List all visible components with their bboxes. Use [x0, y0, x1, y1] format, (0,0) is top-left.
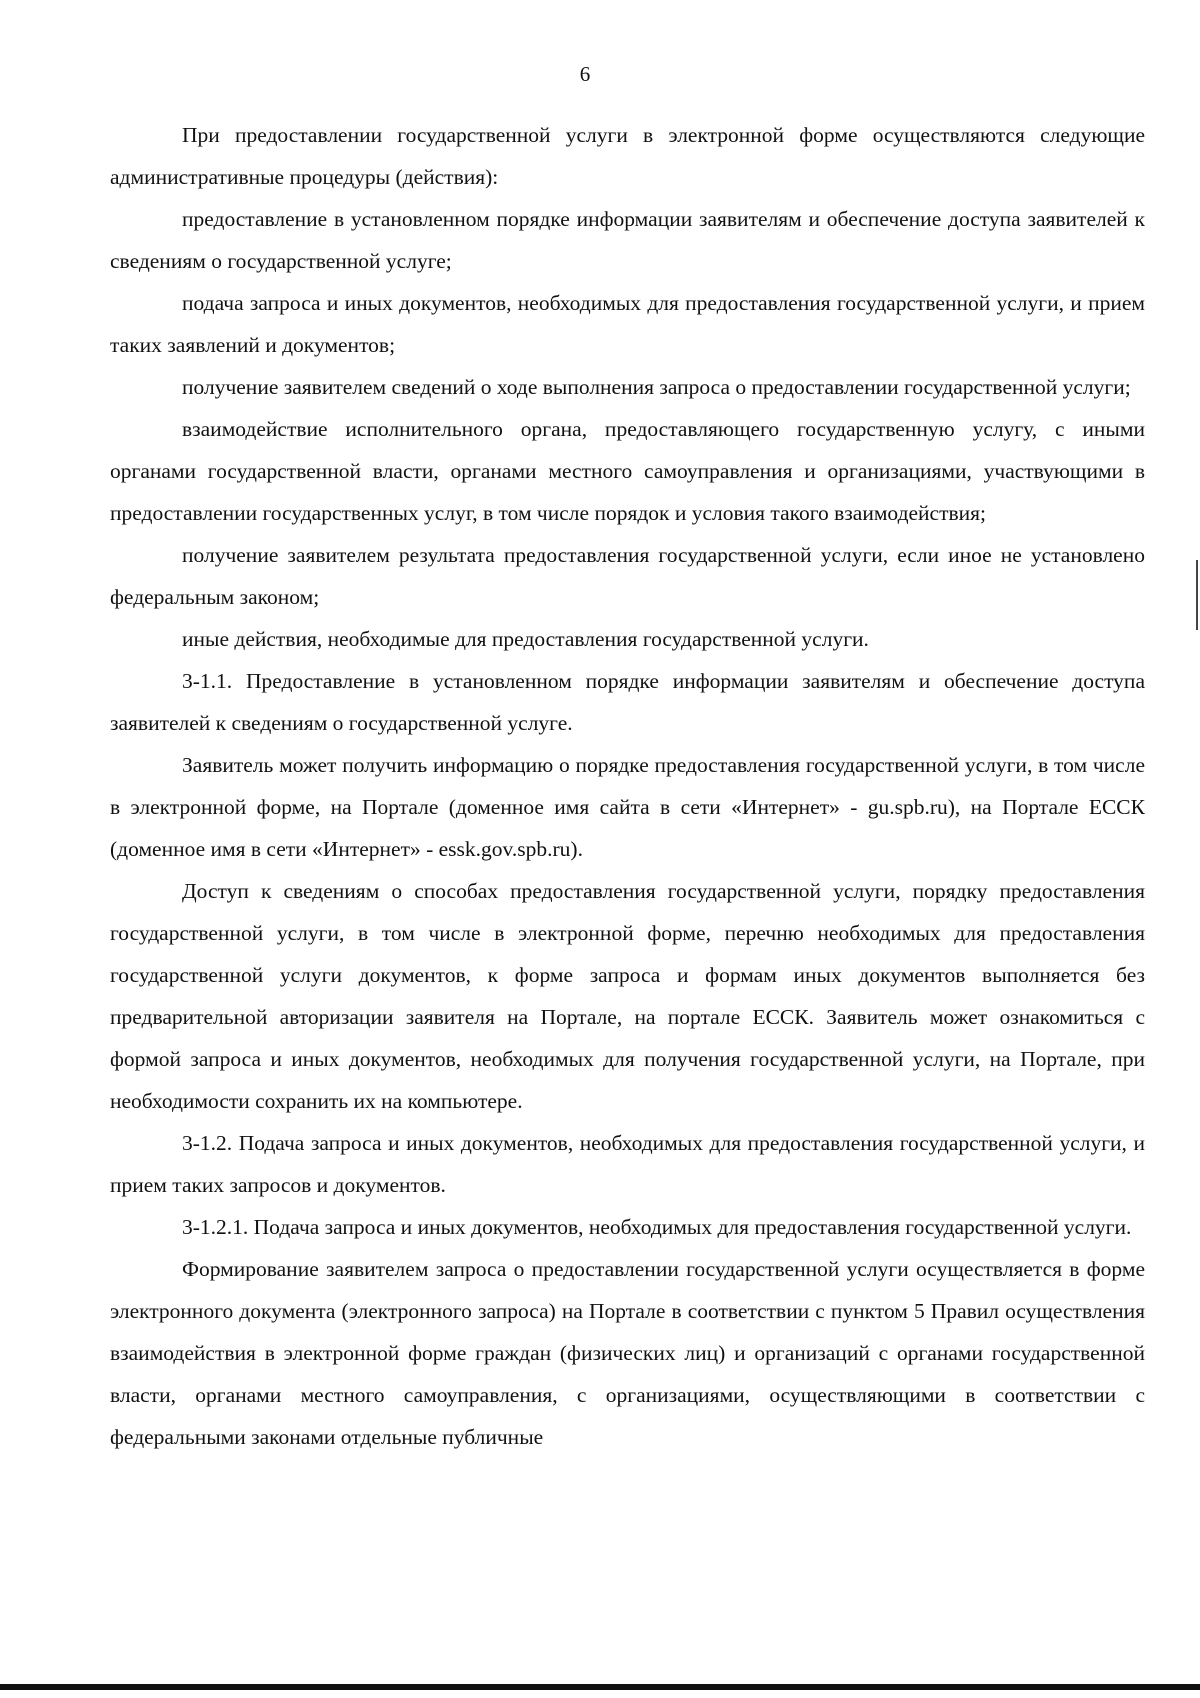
paragraph-6: получение заявителем результата предоставления государственной услуги, если иное не установлено федеральным законом;	[110, 543, 1145, 609]
paragraph-1: При предоставлении государственной услуги в электронной форме осуществляются следующие административные процедуры (действия):	[110, 123, 1145, 189]
document-body	[110, 114, 1145, 1458]
paragraph-2: предоставление в установленном порядке информации заявителям и обеспечение доступа заявителей к сведениям о государственной услуге;	[110, 207, 1145, 273]
paragraph-8: 3-1.1. Предоставление в установленном порядке информации заявителям и обеспечение доступа заявителей к сведениям о государственной услуге.	[110, 669, 1145, 735]
paragraph-4: получение заявителем сведений о ходе выполнения запроса о предоставлении государственной услуги;	[182, 375, 1131, 399]
paragraph-13: Формирование заявителем запроса о предоставлении государственной услуги осуществляется в форме электронного документа (электронного запроса) на Портале в соответствии с пунктом 5 Правил осуществления взаимодействия в электронной форме граждан (физических лиц) и организаций с органами государственной власти, органами местного самоуправления, с организациями, осуществляющими в соответствии с федеральными законами отдельные публичные	[110, 1257, 1145, 1449]
scan-bottom-border	[0, 1684, 1200, 1690]
paragraph-12: 3-1.2.1. Подача запроса и иных документов, необходимых для предоставления государственной услуги.	[182, 1215, 1132, 1239]
paragraph-10: Доступ к сведениям о способах предоставления государственной услуги, порядку предоставления государственной услуги, в том числе в электронной форме, перечню необходимых для предоставления государственной услуги документов, к форме запроса и формам иных документов выполняется без предварительной авторизации заявителя на Портале, на портале ЕССК. Заявитель может ознакомиться с формой запроса и иных документов, необходимых для получения государственной услуги, на Портале, при необходимости сохранить их на компьютере.	[110, 879, 1145, 1113]
paragraph-11: 3-1.2. Подача запроса и иных документов, необходимых для предоставления государственной услуги, и прием таких запросов и документов.	[110, 1131, 1145, 1197]
page-number: 6	[579, 62, 591, 86]
paragraph-5: взаимодействие исполнительного органа, предоставляющего государственную услугу, с иными органами государственной власти, органами местного самоуправления и организациями, участвующими в предоставлении государственных услуг, в том числе порядок и условия такого взаимодействия;	[110, 417, 1145, 525]
paragraph-9: Заявитель может получить информацию о порядке предоставления государственной услуги, в том числе в электронной форме, на Портале (доменное имя сайта в сети «Интернет» - gu.spb.ru), на Портале ЕССК (доменное имя в сети «Интернет» - essk.gov.spb.ru).	[110, 753, 1145, 861]
paragraph-3: подача запроса и иных документов, необходимых для предоставления государственной услуги, и прием таких заявлений и документов;	[110, 291, 1145, 357]
scan-edge-mark	[1196, 560, 1198, 630]
paragraph-7: иные действия, необходимые для предоставления государственной услуги.	[182, 627, 869, 651]
